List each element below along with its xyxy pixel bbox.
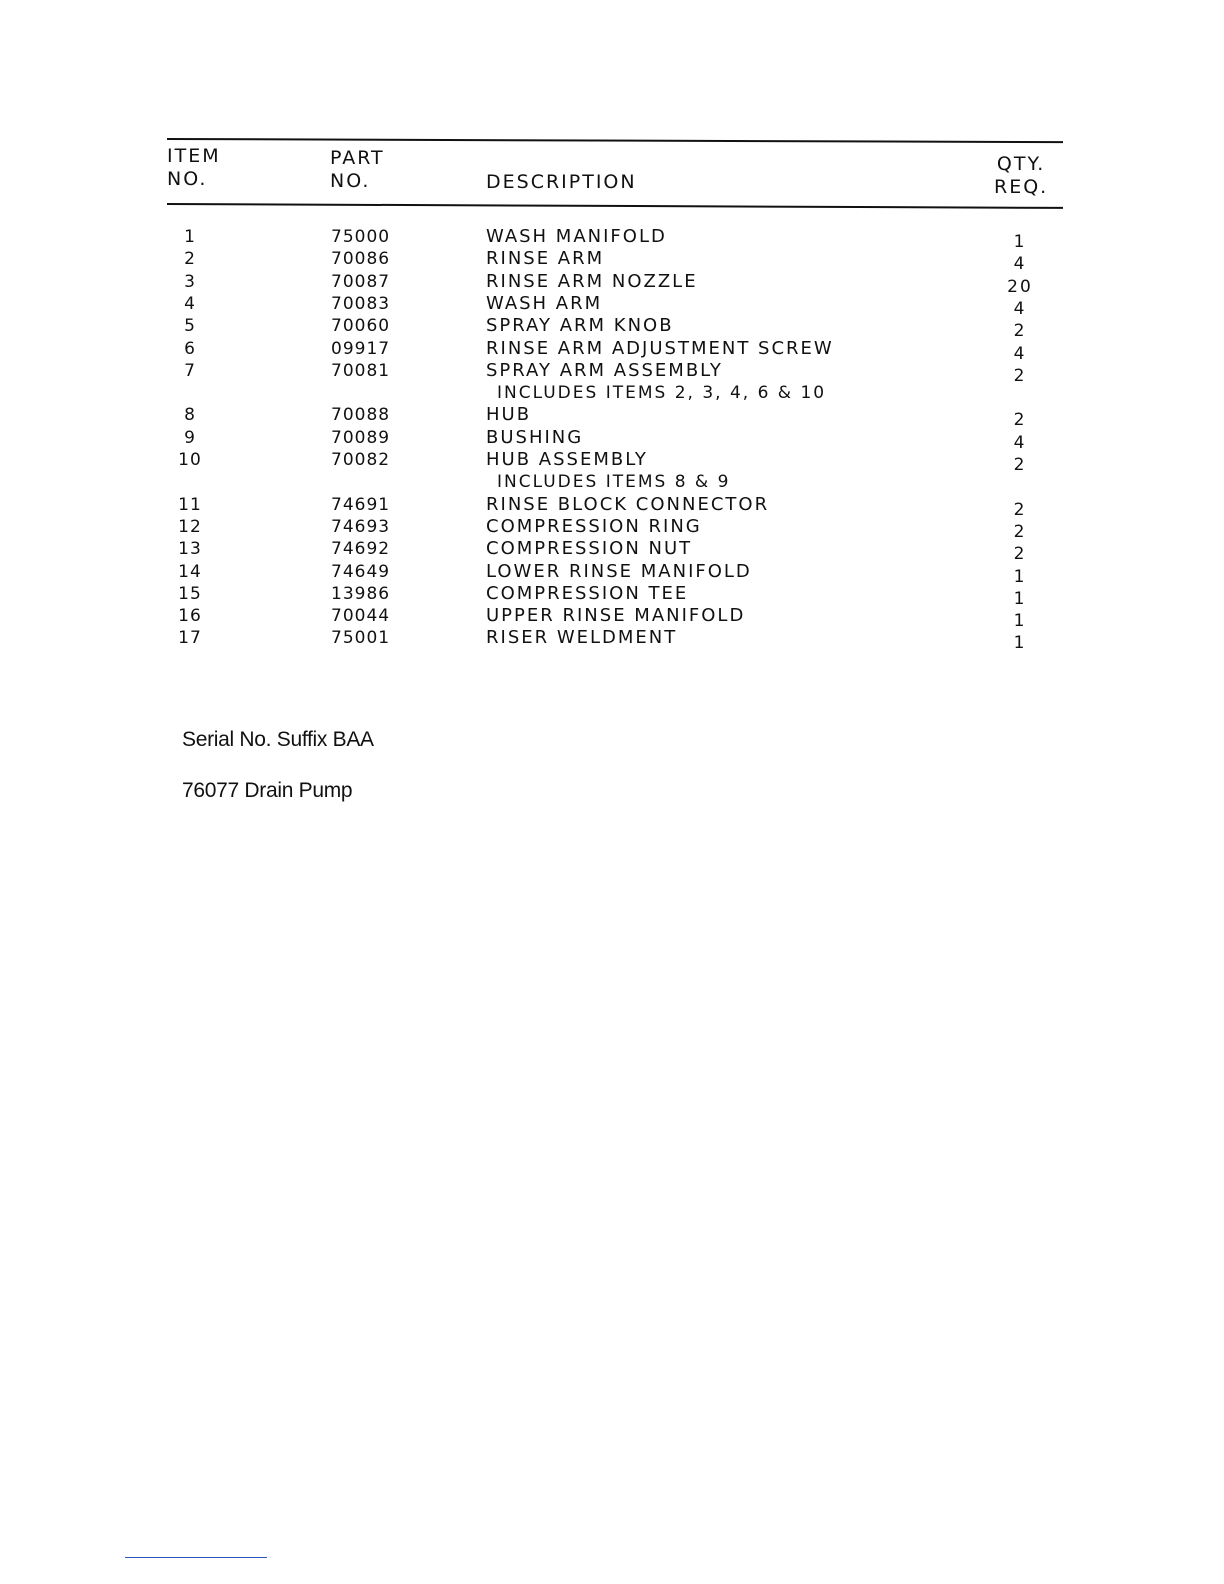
qty-cell: 1 bbox=[1013, 232, 1027, 252]
table-row bbox=[0, 226, 1224, 252]
part-no-cell: 75001 bbox=[331, 628, 391, 649]
table-row-note bbox=[0, 382, 1224, 404]
table-row bbox=[0, 359, 1224, 386]
part-no-cell: 74692 bbox=[331, 539, 391, 560]
header-part-line2: NO. bbox=[330, 170, 371, 192]
part-no-cell: 70082 bbox=[331, 450, 391, 470]
table-row bbox=[0, 538, 1224, 565]
qty-cell: 1 bbox=[1013, 566, 1027, 587]
description-cell: RISER WELDMENT bbox=[486, 627, 678, 649]
part-no-cell: 70089 bbox=[331, 427, 391, 448]
qty-cell: 2 bbox=[1013, 455, 1027, 475]
qty-cell: 2 bbox=[1013, 521, 1027, 542]
qty-cell: 4 bbox=[1013, 254, 1027, 275]
table-top-rule bbox=[167, 138, 1063, 143]
part-no-cell: 70088 bbox=[331, 405, 391, 426]
description-cell: UPPER RINSE MANIFOLD bbox=[486, 605, 746, 627]
table-row bbox=[0, 493, 1224, 520]
item-no-cell: 4 bbox=[184, 293, 196, 314]
item-no-cell: 14 bbox=[178, 561, 202, 582]
qty-cell: 4 bbox=[1013, 343, 1027, 364]
table-row bbox=[0, 270, 1224, 297]
description-cell: SPRAY ARM KNOB bbox=[486, 315, 674, 337]
table-row bbox=[0, 560, 1224, 587]
description-cell: RINSE ARM NOZZLE bbox=[486, 270, 698, 292]
part-no-cell: 70086 bbox=[331, 249, 391, 270]
header-qty-req bbox=[994, 153, 1048, 199]
table-row bbox=[0, 627, 1224, 654]
item-no-cell: 16 bbox=[178, 606, 202, 627]
header-part-line1: PART bbox=[330, 147, 385, 169]
item-no-cell: 6 bbox=[184, 338, 196, 359]
item-no-cell: 15 bbox=[178, 583, 202, 604]
item-no-cell: 13 bbox=[178, 539, 202, 560]
bottom-link-underline bbox=[125, 1557, 267, 1558]
part-no-cell: 70087 bbox=[331, 271, 391, 292]
qty-cell: 2 bbox=[1013, 499, 1027, 520]
item-no-cell: 1 bbox=[184, 227, 196, 247]
qty-cell: 4 bbox=[1013, 298, 1027, 319]
description-cell: RINSE ARM bbox=[486, 248, 605, 270]
qty-cell: 1 bbox=[1013, 633, 1027, 654]
part-no-cell: 70044 bbox=[331, 606, 391, 627]
table-row bbox=[0, 449, 1224, 475]
header-description-label: DESCRIPTION bbox=[486, 171, 637, 193]
item-no-cell: 5 bbox=[184, 316, 196, 337]
description-cell: RINSE ARM ADJUSTMENT SCREW bbox=[486, 337, 834, 359]
description-cell: LOWER RINSE MANIFOLD bbox=[486, 560, 752, 582]
description-cell: INCLUDES ITEMS 2, 3, 4, 6 & 10 bbox=[497, 383, 827, 404]
table-row bbox=[0, 605, 1224, 632]
item-no-cell: 12 bbox=[178, 516, 202, 537]
description-cell: BUSHING bbox=[486, 426, 584, 448]
qty-cell: 2 bbox=[1013, 321, 1027, 342]
item-no-cell: 10 bbox=[178, 450, 202, 470]
table-row-note bbox=[0, 471, 1224, 493]
description-cell: RINSE BLOCK CONNECTOR bbox=[486, 493, 770, 515]
part-no-cell: 74649 bbox=[331, 561, 391, 582]
table-row bbox=[0, 337, 1224, 364]
qty-cell: 2 bbox=[1013, 365, 1027, 386]
description-cell: HUB bbox=[486, 404, 532, 426]
part-no-cell: 70060 bbox=[331, 316, 391, 337]
qty-cell: 1 bbox=[1013, 611, 1027, 632]
description-cell: HUB ASSEMBLY bbox=[486, 449, 648, 470]
part-no-cell: 75000 bbox=[331, 227, 391, 247]
qty-cell: 20 bbox=[1007, 276, 1033, 297]
qty-cell: 1 bbox=[1013, 588, 1027, 609]
header-qty-line1: QTY. bbox=[996, 153, 1046, 175]
table-row bbox=[0, 426, 1224, 453]
qty-cell: 4 bbox=[1013, 432, 1027, 453]
item-no-cell: 17 bbox=[178, 628, 202, 649]
part-no-cell: 09917 bbox=[331, 338, 391, 359]
description-cell: WASH ARM bbox=[486, 292, 603, 314]
part-no-cell: 70081 bbox=[331, 360, 391, 381]
table-row bbox=[0, 404, 1224, 431]
drain-pump-note: 76077 Drain Pump bbox=[182, 779, 353, 802]
item-no-cell: 11 bbox=[178, 494, 202, 515]
item-no-cell: 7 bbox=[184, 360, 196, 381]
header-item-line2: NO. bbox=[167, 168, 208, 190]
table-row bbox=[0, 582, 1224, 609]
description-cell: COMPRESSION NUT bbox=[486, 538, 693, 560]
description-cell: SPRAY ARM ASSEMBLY bbox=[486, 359, 723, 381]
part-no-cell: 74693 bbox=[331, 516, 391, 537]
item-no-cell: 9 bbox=[184, 427, 196, 448]
header-item-no bbox=[167, 145, 221, 191]
table-row bbox=[0, 292, 1224, 319]
qty-cell: 2 bbox=[1013, 544, 1027, 565]
header-item-line1: ITEM bbox=[167, 145, 221, 167]
item-no-cell: 8 bbox=[184, 405, 196, 426]
header-description bbox=[486, 171, 637, 194]
part-no-cell: 74691 bbox=[331, 494, 391, 515]
header-qty-line2: REQ. bbox=[994, 176, 1049, 198]
description-cell: WASH MANIFOLD bbox=[486, 226, 667, 247]
table-row bbox=[0, 515, 1224, 542]
table-row bbox=[0, 248, 1224, 275]
part-no-cell: 13986 bbox=[331, 583, 391, 604]
description-cell: COMPRESSION TEE bbox=[486, 582, 689, 604]
part-no-cell: 70083 bbox=[331, 293, 391, 314]
description-cell: COMPRESSION RING bbox=[486, 515, 702, 537]
table-header-rule bbox=[167, 203, 1063, 209]
serial-suffix-note: Serial No. Suffix BAA bbox=[182, 728, 374, 751]
table-row bbox=[0, 315, 1224, 342]
item-no-cell: 2 bbox=[184, 249, 196, 270]
qty-cell: 2 bbox=[1013, 410, 1027, 431]
item-no-cell: 3 bbox=[184, 271, 196, 292]
description-cell: INCLUDES ITEMS 8 & 9 bbox=[497, 472, 731, 493]
header-part-no bbox=[330, 147, 385, 193]
